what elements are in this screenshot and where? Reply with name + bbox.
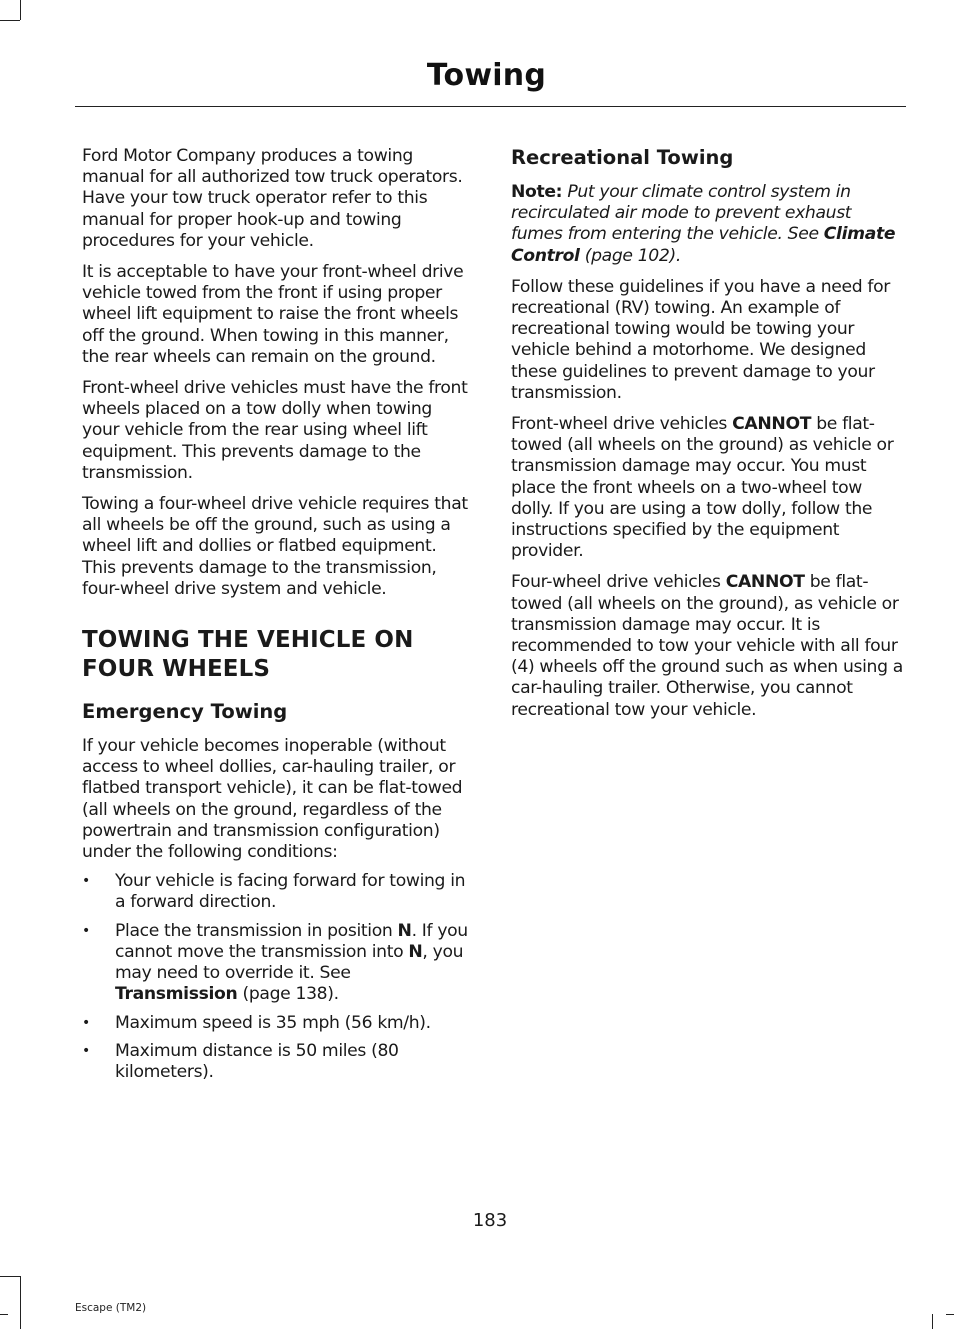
list-item — [82, 1013, 472, 1034]
crop-mark-bottom-left-h — [0, 1276, 20, 1277]
transmission-link[interactable]: Transmission — [115, 984, 238, 1005]
subheading-recreational-towing: Recreational Towing — [511, 146, 734, 169]
section-heading-four-wheels: TOWING THE VEHICLE ON FOUR WHEELS — [82, 627, 414, 683]
fwd-paragraph — [511, 414, 903, 562]
note-text: Put your climate control system in recirculated air mode to prevent exhaust fumes from entering the vehicle. See — [511, 182, 852, 245]
paragraph-text: be flat-towed (all wheels on the ground), as vehicle or transmission damage may occur. It is recommended to tow your vehicle with all four (4) wheels off the ground such as when using a car-hauling trailer. Otherwise, you cannot recreational tow your vehicle. — [511, 572, 903, 720]
guidelines-paragraph: Follow these guidelines if you have a need for recreational (RV) towing. An example of recreational towing would be towing your vehicle behind a motorhome. We designed these guidelines to prevent damage to your transmission. — [511, 276, 890, 403]
paragraph-text: be flat-towed (all wheels on the ground) as vehicle or transmission damage may occur. You must place the front wheels on a two-wheel tow dolly. If you are using a tow dolly, follow the instructions specified by the equipment provider. — [511, 414, 894, 562]
right-column — [511, 146, 903, 731]
crop-mark-top-left-h — [0, 20, 20, 21]
list-item-text: , you may need to override it. See — [115, 941, 464, 984]
bullet-icon: • — [82, 1042, 90, 1059]
crop-mark-bottom-left-tick — [0, 1314, 8, 1315]
list-item — [82, 871, 472, 913]
climate-control-link[interactable]: Climate Control — [511, 224, 896, 266]
intro-paragraph: Front-wheel drive vehicles must have the front wheels placed on a tow dolly when towing your vehicle from the rear using wheel lift equipment. This prevents damage to the transmission. — [82, 378, 468, 483]
list-item-text: Place the transmission in position — [115, 920, 398, 941]
page-number: 183 — [472, 1210, 508, 1231]
cannot-emphasis: CANNOT — [732, 414, 812, 435]
intro-paragraph: Ford Motor Company produces a towing manual for all authorized tow truck operators. Have your tow truck operator refer to this manual for proper hook-up and towing procedures for your vehicle. — [82, 146, 463, 251]
crop-mark-bottom-right-h — [946, 1314, 954, 1315]
gear-position-n: N — [408, 941, 423, 962]
cannot-emphasis: CANNOT — [725, 572, 805, 593]
paragraph-text: Front-wheel drive vehicles — [511, 414, 733, 435]
gear-position-n: N — [397, 920, 412, 941]
page-reference: (page 138). — [237, 984, 339, 1005]
intro-paragraph: It is acceptable to have your front-wheel drive vehicle towed from the front if using proper wheel lift equipment to raise the front wheels off the ground. When towing in this manner, the rear wheels can remain on the ground. — [82, 262, 464, 367]
conditions-list — [82, 871, 472, 1083]
bullet-icon: • — [82, 873, 90, 890]
left-column — [82, 146, 472, 1090]
page-reference: (page 102). — [579, 245, 681, 266]
crop-mark-bottom-right-v1 — [932, 1314, 933, 1329]
title-divider — [75, 106, 906, 107]
note-paragraph — [511, 182, 903, 267]
page-title: Towing — [426, 58, 546, 93]
paragraph-text: Four-wheel drive vehicles — [511, 572, 726, 593]
list-item — [82, 921, 472, 1006]
list-item-text: Maximum speed is 35 mph (56 km/h). — [115, 1012, 431, 1033]
list-item-text: Your vehicle is facing forward for towing in a forward direction. — [115, 871, 466, 913]
intro-paragraph: Towing a four-wheel drive vehicle requires that all wheels be off the ground, such as using a wheel lift and dollies or flatbed equipment. This prevents damage to the transmission, four-wheel drive system and vehicle. — [82, 494, 468, 599]
list-item-text: Maximum distance is 50 miles (80 kilometers). — [115, 1040, 399, 1082]
note-label: Note: — [511, 182, 563, 202]
footer-model: Escape (TM2) — [75, 1302, 147, 1314]
bullet-icon: • — [82, 922, 90, 939]
crop-mark-top-left-v — [20, 0, 21, 20]
list-item-text: . If you cannot move the transmission into — [115, 920, 468, 962]
bullet-icon: • — [82, 1014, 90, 1031]
subheading-emergency-towing: Emergency Towing — [82, 700, 288, 724]
4wd-paragraph — [511, 572, 903, 720]
list-item — [82, 1041, 472, 1083]
emergency-paragraph: If your vehicle becomes inoperable (without access to wheel dollies, car-hauling trailer, or flatbed transport vehicle), it can be flat-towed (all wheels on the ground, regardless of the powertrain and transmission configuration) under the following conditions: — [82, 736, 463, 863]
crop-mark-bottom-left-v — [20, 1276, 21, 1329]
